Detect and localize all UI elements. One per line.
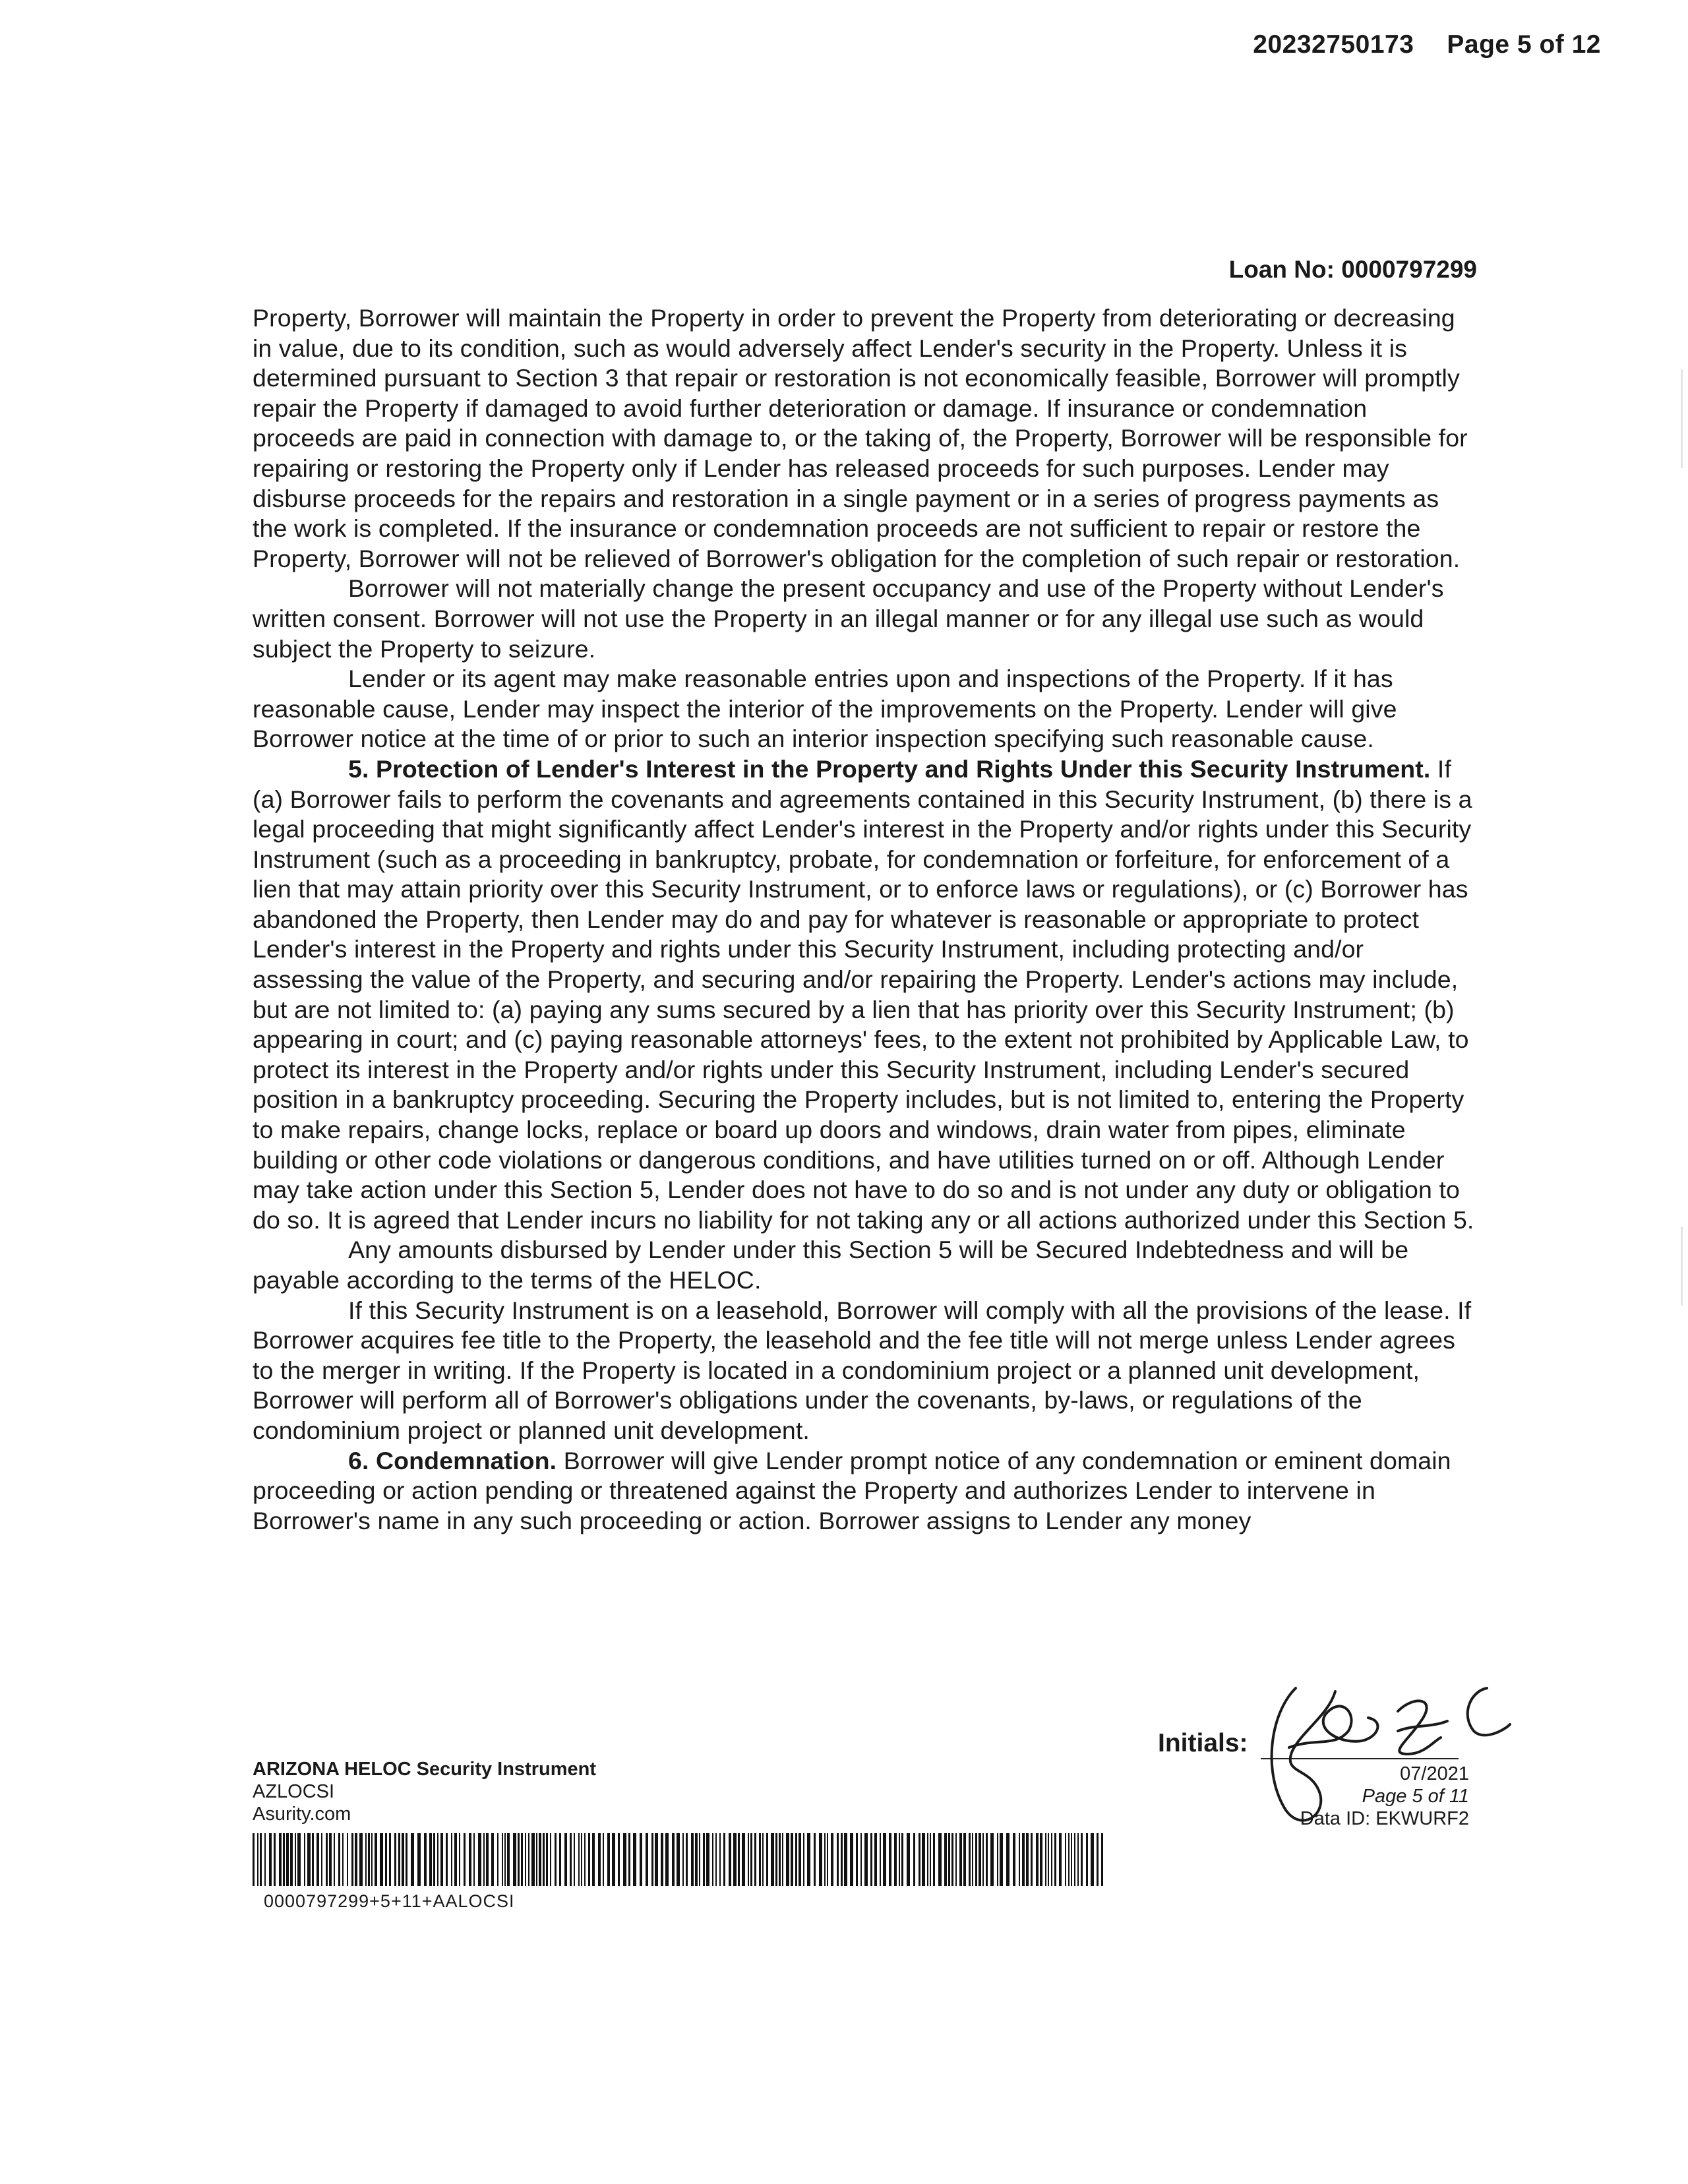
barcode-bar: [799, 1833, 801, 1886]
barcode-bar: [860, 1833, 862, 1886]
barcode-bar: [257, 1833, 258, 1886]
barcode-bar: [411, 1833, 414, 1886]
barcode-bar: [478, 1833, 481, 1886]
barcode-bar: [841, 1833, 843, 1886]
barcode-bar: [338, 1833, 340, 1886]
barcode-bar: [355, 1833, 357, 1886]
barcode-bar: [803, 1833, 804, 1886]
barcode-bar: [1048, 1833, 1049, 1886]
paragraph-maintenance: Property, Borrower will maintain the Property in order to prevent the Property from deteriorating or decreasing in value, due to its condition, such as would adversely affect Lender's security in the Property. Unless it is determined pursuant to Section 3 that repair or restoration is not economically feasible, Borrower will promptly repair the Property if damaged to avoid further deterioration or damage. If insurance or condemnation proceeds are paid in connection with damage to, or the taking of, the Property, Borrower will be responsible for repairing or restoring the Property only if Lender has released proceeds for such purposes. Lender may disburse proceeds for the repairs and restoration in a single payment or in a series of progress payments as the work is completed. If the insurance or condemnation proceeds are not sufficient to repair or restore the Property, Borrower will not be relieved of Borrower's obligation for the completion of such repair or restoration.: [253, 304, 1468, 572]
paragraph-inspection: Lender or its agent may make reasonable entries upon and inspections of the Property. If it has reasonable cause, Lender may inspect the interior of the improvements on the Property. Lender will give Borrower notice at the time of or prior to such an interior inspection specifying such reasonable cause.: [253, 665, 1397, 753]
section-5-heading: 5. Protection of Lender's Interest in the Property and Rights Under this Security Instrument.: [348, 754, 1431, 783]
barcode-bar: [927, 1833, 928, 1886]
barcode-bar: [1040, 1833, 1042, 1886]
barcode-bar: [951, 1833, 953, 1886]
barcode-bar: [938, 1833, 942, 1886]
barcode-bar: [528, 1833, 529, 1886]
barcode-bar: [473, 1833, 475, 1886]
barcode-bar: [394, 1833, 396, 1886]
barcode-bar: [253, 1833, 255, 1886]
barcode-bar: [513, 1833, 516, 1886]
barcode-bar: [733, 1833, 737, 1886]
barcode-bar: [782, 1833, 783, 1886]
barcode-bar: [491, 1833, 494, 1886]
barcode-bar: [260, 1833, 262, 1886]
barcode-bar: [559, 1833, 561, 1886]
barcode-bar: [695, 1833, 698, 1886]
barcode-bar: [437, 1833, 438, 1886]
recording-header: [1253, 30, 1601, 59]
barcode-bar: [297, 1833, 301, 1886]
barcode-bar: [919, 1833, 920, 1886]
barcode-bar: [286, 1833, 289, 1886]
barcode-bar: [1077, 1833, 1079, 1886]
barcode-bar: [269, 1833, 272, 1886]
barcode-bar: [748, 1833, 749, 1886]
barcode-bar: [738, 1833, 740, 1886]
barcode-bar: [295, 1833, 296, 1886]
barcode-bar: [907, 1833, 910, 1886]
barcode-bar: [1071, 1833, 1072, 1886]
barcode-bar: [312, 1833, 314, 1886]
barcode-bar: [883, 1833, 886, 1886]
barcode-bar: [304, 1833, 305, 1886]
barcode-bar: [555, 1833, 557, 1886]
barcode-bar: [592, 1833, 595, 1886]
barcode-bar: [1045, 1833, 1046, 1886]
barcode-bar: [459, 1833, 460, 1886]
recording-page-label: Page 5 of 12: [1447, 30, 1601, 59]
barcode-bar: [598, 1833, 601, 1886]
barcode-bar: [827, 1833, 828, 1886]
barcode-bar: [944, 1833, 947, 1886]
barcode-bar: [864, 1833, 868, 1886]
barcode-bar: [814, 1833, 816, 1886]
barcode-bar: [682, 1833, 684, 1886]
barcode-bar: [539, 1833, 541, 1886]
barcode-bar: [677, 1833, 680, 1886]
barcode-bar: [1054, 1833, 1056, 1886]
barcode-bar: [982, 1833, 984, 1886]
barcode-bar: [719, 1833, 721, 1886]
barcode-bar: [844, 1833, 847, 1886]
barcode-bar: [665, 1833, 669, 1886]
barcode-bar: [672, 1833, 675, 1886]
barcode-bar: [588, 1833, 590, 1886]
barcode-bar: [628, 1833, 630, 1886]
barcode-bar: [440, 1833, 443, 1886]
barcode-bar: [948, 1833, 950, 1886]
barcode-bar: [1013, 1833, 1015, 1886]
barcode-bar: [889, 1833, 891, 1886]
form-date: 07/2021: [1400, 1763, 1469, 1784]
barcode: [253, 1833, 1110, 1886]
form-website: Asurity.com: [253, 1804, 351, 1825]
barcode-bar: [578, 1833, 580, 1886]
barcode-bar: [536, 1833, 537, 1886]
barcode-bar: [518, 1833, 520, 1886]
barcode-bar: [775, 1833, 777, 1886]
barcode-bar: [837, 1833, 839, 1886]
loan-number: Loan No: 0000797299: [1228, 256, 1477, 283]
barcode-bar: [1000, 1833, 1003, 1886]
barcode-bar: [433, 1833, 435, 1886]
barcode-bar: [723, 1833, 725, 1886]
barcode-bar: [913, 1833, 915, 1886]
barcode-bar: [706, 1833, 709, 1886]
barcode-bar: [365, 1833, 367, 1886]
barcode-text: 0000797299+5+11+AALOCSI: [264, 1891, 515, 1911]
barcode-bar: [1006, 1833, 1010, 1886]
barcode-bar: [997, 1833, 998, 1886]
barcode-bar: [502, 1833, 503, 1886]
barcode-bar: [807, 1833, 810, 1886]
barcode-bar: [766, 1833, 768, 1886]
barcode-bar: [1031, 1833, 1033, 1886]
barcode-bar: [699, 1833, 700, 1886]
barcode-bar: [975, 1833, 977, 1886]
barcode-bar: [762, 1833, 764, 1886]
barcode-bar: [1086, 1833, 1088, 1886]
barcode-bar: [564, 1833, 567, 1886]
barcode-bar: [655, 1833, 658, 1886]
barcode-bar: [454, 1833, 457, 1886]
barcode-bar: [469, 1833, 471, 1886]
barcode-bar: [398, 1833, 400, 1886]
form-footer: [253, 1758, 596, 1825]
section-5: [253, 754, 1476, 1236]
barcode-bar: [831, 1833, 833, 1886]
barcode-bar: [1081, 1833, 1083, 1886]
barcode-bar: [334, 1833, 335, 1886]
barcode-bar: [779, 1833, 781, 1886]
barcode-bar: [1101, 1833, 1103, 1886]
barcode-bar: [1091, 1833, 1094, 1886]
barcode-bar: [574, 1833, 575, 1886]
barcode-bar: [901, 1833, 903, 1886]
barcode-bar: [955, 1833, 957, 1886]
barcode-bar: [483, 1833, 485, 1886]
barcode-bar: [380, 1833, 383, 1886]
barcode-bar: [486, 1833, 489, 1886]
barcode-bar: [633, 1833, 636, 1886]
barcode-bar: [359, 1833, 363, 1886]
barcode-bar: [603, 1833, 604, 1886]
barcode-bar: [795, 1833, 797, 1886]
barcode-bar: [326, 1833, 328, 1886]
barcode-bar: [307, 1833, 311, 1886]
barcode-bar: [429, 1833, 432, 1886]
data-id: Data ID: EKWURF2: [1300, 1808, 1469, 1829]
barcode-bar: [406, 1833, 407, 1886]
barcode-bar: [959, 1833, 962, 1886]
barcode-bar: [389, 1833, 391, 1886]
barcode-bar: [1019, 1833, 1020, 1886]
barcode-bar: [1022, 1833, 1025, 1886]
barcode-bar: [972, 1833, 973, 1886]
barcode-bar: [754, 1833, 756, 1886]
barcode-bar: [922, 1833, 925, 1886]
form-code: AZLOCSI: [253, 1781, 335, 1802]
barcode-bar: [786, 1833, 789, 1886]
barcode-bar: [1074, 1833, 1075, 1886]
paragraph-leasehold: If this Security Instrument is on a leasehold, Borrower will comply with all the provisions of the lease. If Borrower acquires fee title to the Property, the leasehold and the fee title will not merge unless Lender agrees to the merger in writing. If the Property is located in a condominium project or a planned unit development, Borrower will perform all of Borrower's obligations under the covenants, by-laws, or regulations of the condominium project or planned unit development.: [253, 1296, 1472, 1444]
barcode-bar: [290, 1833, 293, 1886]
barcode-bar: [264, 1833, 266, 1886]
section-6: [253, 1446, 1476, 1536]
barcode-bar: [464, 1833, 466, 1886]
barcode-bar: [607, 1833, 610, 1886]
barcode-bar: [759, 1833, 761, 1886]
barcode-bar: [870, 1833, 872, 1886]
barcode-bar: [963, 1833, 966, 1886]
barcode-bar: [385, 1833, 387, 1886]
barcode-bar: [824, 1833, 826, 1886]
barcode-bar: [646, 1833, 648, 1886]
barcode-bar: [612, 1833, 615, 1886]
barcode-bar: [1036, 1833, 1039, 1886]
document-body: [253, 303, 1476, 1536]
barcode-bar: [368, 1833, 370, 1886]
form-page: Page 5 of 11: [1362, 1786, 1469, 1807]
barcode-bar: [351, 1833, 353, 1886]
section-6-body: Borrower will give Lender prompt notice of any condemnation or eminent domain proceeding or action pending or threatened against the Property and authorizes Lender to intervene in Borrower's name in any such proceeding or action. Borrower assigns to Lender any money: [253, 1446, 1451, 1534]
barcode-bar: [703, 1833, 705, 1886]
barcode-bar: [1097, 1833, 1099, 1886]
barcode-bar: [750, 1833, 752, 1886]
barcode-bar: [446, 1833, 448, 1886]
barcode-bar: [1051, 1833, 1052, 1886]
barcode-bar: [986, 1833, 988, 1886]
barcode-bar: [507, 1833, 510, 1886]
barcode-bar: [1026, 1833, 1029, 1886]
barcode-bar: [371, 1833, 373, 1886]
paragraph-occupancy: Borrower will not materially change the present occupancy and use of the Property without Lender's written consent. Borrower will not use the Property in an illegal manner or for any illegal use such as would subject the Property to seizure.: [253, 574, 1444, 663]
barcode-bar: [691, 1833, 694, 1886]
barcode-bar: [661, 1833, 663, 1886]
scan-edge-mark: [1681, 1227, 1683, 1306]
barcode-bar: [856, 1833, 858, 1886]
barcode-bar: [543, 1833, 545, 1886]
barcode-bar: [550, 1833, 551, 1886]
barcode-bar: [979, 1833, 981, 1886]
section-5-body: If (a) Borrower fails to perform the covenants and agreements contained in this Security Instrument, (b) there is a legal proceeding that might significantly affect Lender's interest in the Property and/or rights under this Security Instrument (such as a proceeding in bankruptcy, probate, for condemnation or forfeiture, for enforcement of a lien that may attain priority over this Security Instrument, or to enforce laws or regulations), or (c) Borrower has abandoned the Property, then Lender may do and pay for whatever is reasonable or appropriate to protect Lender's interest in the Property and rights under this Security Instrument, including protecting and/or assessing the value of the Property, and securing and/or repairing the Property. Lender's actions may include, but are not limited to: (a) paying any sums secured by a lien that has priority over this Security Instrument; (b) appearing in court; and (c) paying reasonable attorneys' fees, to the extent not prohibited by Applicable Law, to protect its interest in the Property and/or rights under this Security Instrument, including Lender's secured position in a bankruptcy proceeding. Securing the Property includes, but is not limited to, entering the Property to make repairs, change locks, replace or board up doors and windows, drain water from pipes, eliminate building or other code violations or dangerous conditions, and have utilities turned on or off. Although Lender may take action under this Section 5, Lender does not have to do so and is not under any duty or obligation to do so. It is agreed that Lender incurs no liability for not taking any or all actions authorized under this Section 5.: [253, 754, 1474, 1234]
barcode-bar: [497, 1833, 498, 1886]
barcode-bar: [347, 1833, 348, 1886]
barcode-bar: [521, 1833, 523, 1886]
barcode-bar: [930, 1833, 931, 1886]
barcode-bar: [525, 1833, 526, 1886]
barcode-bar: [316, 1833, 319, 1886]
barcode-bar: [531, 1833, 535, 1886]
barcode-bar: [402, 1833, 404, 1886]
paragraph-disbursed-amounts: Any amounts disbursed by Lender under this Section 5 will be Secured Indebtedness and will be payable according to the terms of the HELOC.: [253, 1236, 1409, 1294]
barcode-bar: [1065, 1833, 1066, 1886]
barcode-bar: [791, 1833, 793, 1886]
barcode-bar: [712, 1833, 713, 1886]
barcode-bar: [424, 1833, 427, 1886]
barcode-bar: [546, 1833, 548, 1886]
form-footer-right: [1300, 1763, 1469, 1830]
barcode-bar: [451, 1833, 452, 1886]
barcode-bar: [342, 1833, 344, 1886]
barcode-bar: [899, 1833, 900, 1886]
section-6-heading: 6. Condemnation.: [348, 1446, 557, 1474]
barcode-bar: [618, 1833, 620, 1886]
scan-edge-mark: [1681, 369, 1683, 468]
barcode-bar: [623, 1833, 626, 1886]
barcode-bar: [640, 1833, 642, 1886]
barcode-bar: [584, 1833, 586, 1886]
barcode-bar: [880, 1833, 881, 1886]
barcode-bar: [729, 1833, 731, 1886]
initials-label: Initials:: [1158, 1729, 1248, 1757]
barcode-bar: [933, 1833, 935, 1886]
recording-number: 20232750173: [1253, 30, 1414, 59]
barcode-bar: [375, 1833, 377, 1886]
barcode-bar: [1068, 1833, 1070, 1886]
barcode-bar: [581, 1833, 582, 1886]
barcode-bar: [742, 1833, 745, 1886]
barcode-bar: [570, 1833, 572, 1886]
barcode-bar: [874, 1833, 877, 1886]
barcode-bar: [990, 1833, 994, 1886]
barcode-bar: [417, 1833, 421, 1886]
barcode-bar: [274, 1833, 276, 1886]
barcode-bar: [715, 1833, 717, 1886]
barcode-bar: [651, 1833, 653, 1886]
barcode-bar: [686, 1833, 688, 1886]
form-title: ARIZONA HELOC Security Instrument: [253, 1759, 596, 1780]
barcode-bar: [504, 1833, 506, 1886]
barcode-bar: [283, 1833, 285, 1886]
barcode-bar: [894, 1833, 897, 1886]
barcode-bar: [771, 1833, 774, 1886]
barcode-bar: [850, 1833, 853, 1886]
barcode-bar: [969, 1833, 971, 1886]
barcode-bar: [279, 1833, 282, 1886]
barcode-bar: [1059, 1833, 1062, 1886]
barcode-bar: [329, 1833, 332, 1886]
barcode-bar: [819, 1833, 822, 1886]
barcode-bar: [321, 1833, 322, 1886]
